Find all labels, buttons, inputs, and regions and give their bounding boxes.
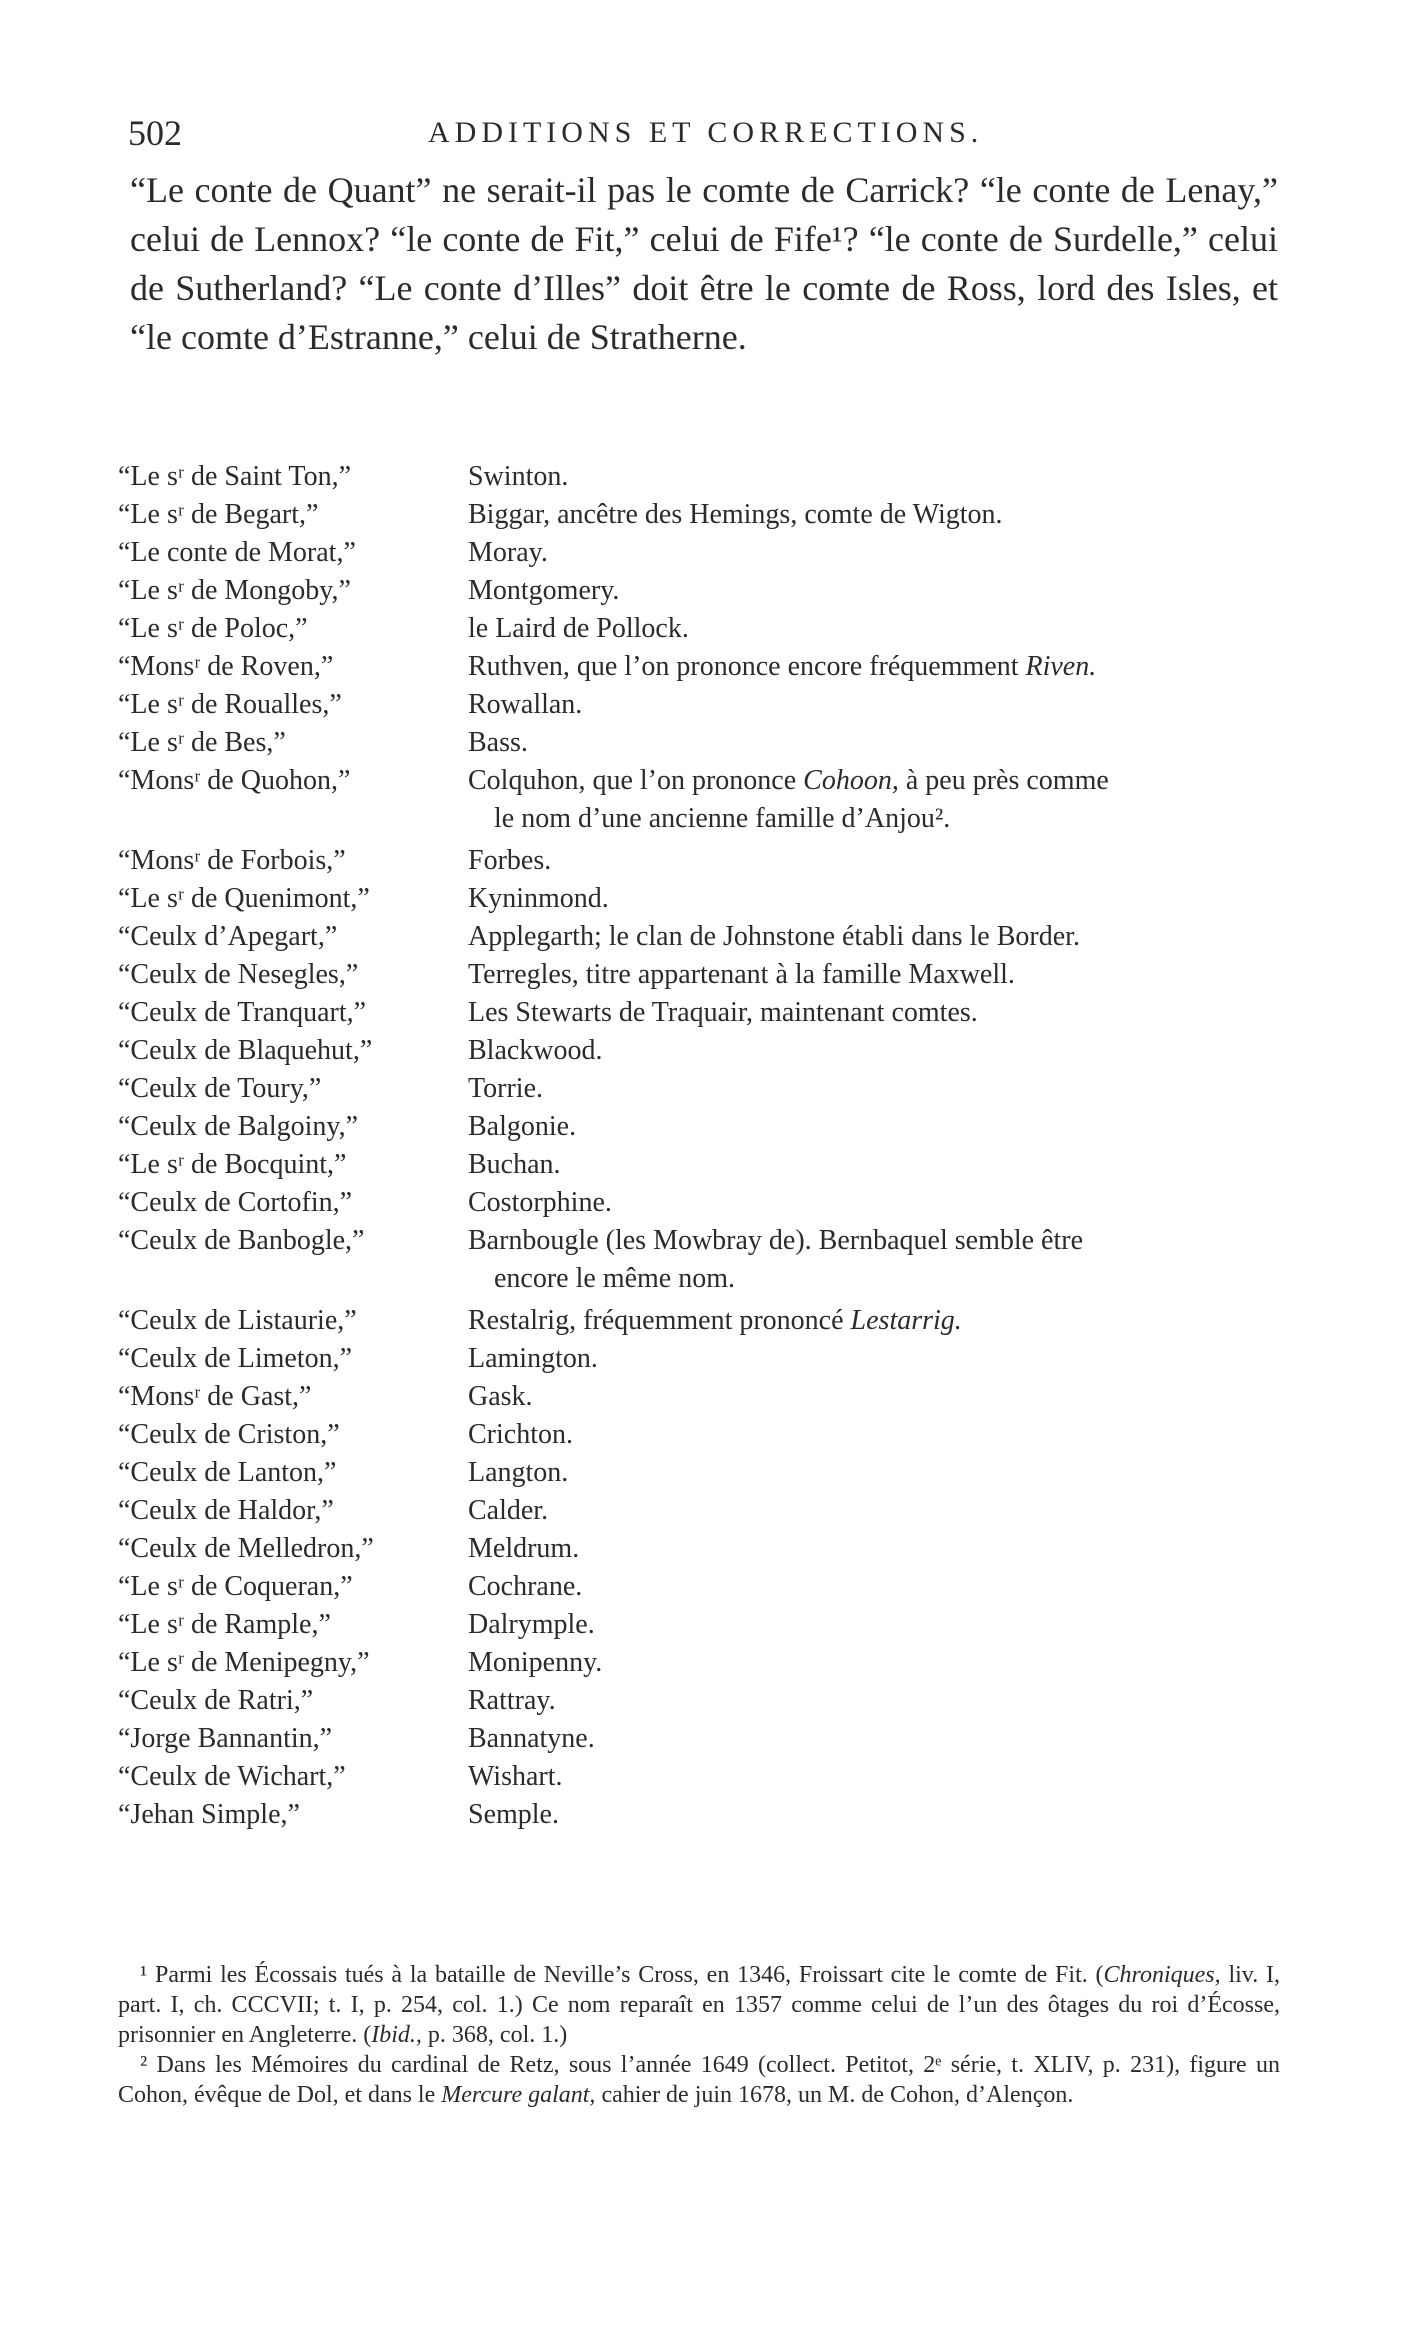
old-name: “Monsʳ de Quohon,”: [118, 765, 351, 796]
modern-name-text: Montgomery.: [468, 575, 620, 606]
list-item: [118, 762, 1288, 838]
footnote-2-text: ² Dans les Mémoires du cardinal de Retz, sous l’année 1649 (collect. Petitot, 2ᵉ série, t. XLIV, p. 231), figure un Cohon, évêque de Dol, et dans le: [118, 2052, 1280, 2108]
old-name: “Ceulx de Limeton,”: [118, 1343, 353, 1374]
modern-name-text: Ruthven, que l’on prononce encore fréquemment: [468, 651, 1019, 682]
list-item: [118, 1222, 1288, 1298]
modern-name: [468, 458, 1288, 496]
old-name: “Le sʳ de Saint Ton,”: [118, 461, 351, 492]
modern-name: [468, 1796, 1288, 1834]
modern-name-text: Meldrum.: [468, 1533, 580, 1564]
modern-name: [468, 1758, 1288, 1796]
modern-name: [468, 686, 1288, 724]
list-item: [118, 880, 1288, 918]
modern-name-text: Dalrymple.: [468, 1609, 595, 1640]
modern-name: [468, 648, 1288, 686]
footnote-2-title: Mercure galant,: [441, 2082, 596, 2108]
list-item: [118, 1146, 1288, 1184]
modern-name-text: Blackwood.: [468, 1035, 603, 1066]
list-item: [118, 686, 1288, 724]
modern-name-text: Crichton.: [468, 1419, 573, 1450]
modern-name-text: Buchan.: [468, 1149, 561, 1180]
modern-name-italic: Cohoon,: [803, 765, 899, 796]
old-name: “Ceulx de Nesegles,”: [118, 959, 359, 990]
list-item: [118, 1302, 1288, 1340]
old-name: “Ceulx de Cortofin,”: [118, 1187, 353, 1218]
modern-name-italic: Lestarrig.: [850, 1305, 962, 1336]
list-item: [118, 724, 1288, 762]
old-name: “Jorge Bannantin,”: [118, 1723, 333, 1754]
name-list: [118, 458, 1288, 1834]
old-name: “Monsʳ de Roven,”: [118, 651, 334, 682]
modern-name-text: Semple.: [468, 1799, 559, 1830]
list-item: [118, 1184, 1288, 1222]
modern-name-text: Cochrane.: [468, 1571, 583, 1602]
modern-name: [468, 762, 1288, 838]
modern-name-text: Gask.: [468, 1381, 533, 1412]
list-item: [118, 534, 1288, 572]
footnote-2: [118, 2050, 1280, 2110]
list-item: [118, 956, 1288, 994]
list-item: [118, 1606, 1288, 1644]
running-title: ADDITIONS ET CORRECTIONS.: [428, 116, 984, 149]
page-number: 502: [128, 113, 182, 153]
modern-name-text: Moray.: [468, 537, 548, 568]
intro-text: “Le conte de Quant” ne serait-il pas le comte de Carrick? “le conte de Lenay,” celui de Lennox? “le conte de Fit,” celui de Fife¹? “le conte de Surdelle,” celui de Sutherland? “Le conte d’Illes” doit être le comte de Ross, lord des Isles, et “le comte d’Estranne,” celui de Stratherne.: [130, 170, 1278, 357]
list-item: [118, 842, 1288, 880]
modern-name: [468, 1108, 1288, 1146]
modern-name-text: Lamington.: [468, 1343, 598, 1374]
modern-name: [468, 1492, 1288, 1530]
list-item: [118, 458, 1288, 496]
modern-name-text: Calder.: [468, 1495, 549, 1526]
old-name: “Monsʳ de Gast,”: [118, 1381, 312, 1412]
modern-name-text: Applegarth; le clan de Johnstone établi dans le Border.: [468, 921, 1080, 952]
modern-name: [468, 1070, 1288, 1108]
modern-name: [468, 1340, 1288, 1378]
modern-name-line2: le nom d’une ancienne famille d’Anjou².: [494, 803, 951, 834]
modern-name-text: Monipenny.: [468, 1647, 603, 1678]
list-item: [118, 496, 1288, 534]
list-item: [118, 1682, 1288, 1720]
intro-paragraph: [130, 166, 1278, 362]
modern-name: [468, 1720, 1288, 1758]
modern-name-italic: Riven.: [1025, 651, 1097, 682]
modern-name-text: Swinton.: [468, 461, 569, 492]
modern-name: [468, 1146, 1288, 1184]
list-item: [118, 1070, 1288, 1108]
modern-name: [468, 610, 1288, 648]
old-name: “Le sʳ de Rample,”: [118, 1609, 331, 1640]
modern-name-text: Colquhon, que l’on prononce: [468, 765, 797, 796]
modern-name-text: Wishart.: [468, 1761, 563, 1792]
modern-name-line2: encore le même nom.: [494, 1263, 736, 1294]
modern-name-text: Rowallan.: [468, 689, 583, 720]
modern-name: [468, 1302, 1288, 1340]
modern-name: [468, 1644, 1288, 1682]
footnote-1-text-end: p. 368, col. 1.): [427, 2022, 568, 2048]
modern-name-text: Costorphine.: [468, 1187, 612, 1218]
modern-name-text: Barnbougle (les Mowbray de). Bernbaquel semble être: [468, 1225, 1084, 1256]
old-name: “Le sʳ de Bes,”: [118, 727, 286, 758]
modern-name: [468, 918, 1288, 956]
modern-name: [468, 1378, 1288, 1416]
modern-name-text: Kyninmond.: [468, 883, 609, 914]
old-name: “Ceulx de Lanton,”: [118, 1457, 337, 1488]
old-name: “Ceulx de Tranquart,”: [118, 997, 367, 1028]
modern-name: [468, 880, 1288, 918]
list-item: [118, 918, 1288, 956]
modern-name: [468, 1184, 1288, 1222]
modern-name: [468, 1530, 1288, 1568]
old-name: “Le sʳ de Bocquint,”: [118, 1149, 347, 1180]
modern-name: [468, 842, 1288, 880]
modern-name-text: Les Stewarts de Traquair, maintenant comtes.: [468, 997, 978, 1028]
modern-name-text: Balgonie.: [468, 1111, 577, 1142]
old-name: “Ceulx de Ratri,”: [118, 1685, 314, 1716]
old-name: “Le sʳ de Mongoby,”: [118, 575, 351, 606]
list-item: [118, 648, 1288, 686]
page-header: [128, 112, 1278, 162]
modern-name-text: Bass.: [468, 727, 528, 758]
modern-name-text: Torrie.: [468, 1073, 544, 1104]
modern-name-text: le Laird de Pollock.: [468, 613, 689, 644]
old-name: “Ceulx de Balgoiny,”: [118, 1111, 359, 1142]
modern-name-cont: à peu près comme: [905, 765, 1109, 796]
old-name: “Ceulx de Toury,”: [118, 1073, 322, 1104]
list-item: [118, 1108, 1288, 1146]
old-name: “Jehan Simple,”: [118, 1799, 300, 1830]
footnotes: [118, 1960, 1280, 2110]
old-name: “Ceulx de Banbogle,”: [118, 1225, 365, 1256]
modern-name: [468, 572, 1288, 610]
old-name: “Le conte de Morat,”: [118, 537, 356, 568]
old-name: “Le sʳ de Coqueran,”: [118, 1571, 353, 1602]
footnote-1-text: ¹ Parmi les Écossais tués à la bataille de Neville’s Cross, en 1346, Froissart cite le comte de Fit. (: [140, 1962, 1104, 1988]
footnote-1-title: Chroniques,: [1103, 1962, 1221, 1988]
modern-name-text: Rattray.: [468, 1685, 556, 1716]
list-item: [118, 1416, 1288, 1454]
modern-name: [468, 1682, 1288, 1720]
footnote-1-ibid: Ibid.,: [371, 2022, 422, 2048]
list-item: [118, 610, 1288, 648]
old-name: “Ceulx de Haldor,”: [118, 1495, 334, 1526]
list-item: [118, 1032, 1288, 1070]
old-name: “Le sʳ de Menipegny,”: [118, 1647, 370, 1678]
old-name: “Ceulx de Listaurie,”: [118, 1305, 357, 1336]
list-item: [118, 572, 1288, 610]
modern-name-text: Langton.: [468, 1457, 569, 1488]
old-name: “Le sʳ de Poloc,”: [118, 613, 308, 644]
modern-name: [468, 1222, 1288, 1298]
modern-name-text: Terregles, titre appartenant à la famille Maxwell.: [468, 959, 1015, 990]
list-item: [118, 1568, 1288, 1606]
list-item: [118, 1378, 1288, 1416]
modern-name: [468, 724, 1288, 762]
list-item: [118, 1758, 1288, 1796]
modern-name: [468, 1416, 1288, 1454]
modern-name: [468, 1606, 1288, 1644]
old-name: “Ceulx d’Apegart,”: [118, 921, 338, 952]
old-name: “Monsʳ de Forbois,”: [118, 845, 346, 876]
old-name: “Ceulx de Criston,”: [118, 1419, 340, 1450]
list-item: [118, 1530, 1288, 1568]
list-item: [118, 994, 1288, 1032]
old-name: “Ceulx de Blaquehut,”: [118, 1035, 373, 1066]
footnote-1-text-cont: liv. I, part. I, ch. CCCVII; t. I, p. 254, col. 1.) Ce nom reparaît en 1357 comme celui de l’un des ôtages du roi d’Écosse, prisonnier en Angleterre. (: [118, 1962, 1281, 2048]
modern-name: [468, 534, 1288, 572]
list-item: [118, 1454, 1288, 1492]
list-item: [118, 1644, 1288, 1682]
modern-name: [468, 1032, 1288, 1070]
list-item: [118, 1492, 1288, 1530]
old-name: “Le sʳ de Roualles,”: [118, 689, 342, 720]
old-name: “Le sʳ de Begart,”: [118, 499, 319, 530]
modern-name: [468, 496, 1288, 534]
list-item: [118, 1720, 1288, 1758]
old-name: “Ceulx de Wichart,”: [118, 1761, 346, 1792]
list-item: [118, 1340, 1288, 1378]
modern-name: [468, 1568, 1288, 1606]
modern-name-text: Forbes.: [468, 845, 552, 876]
old-name: “Ceulx de Melledron,”: [118, 1533, 374, 1564]
modern-name-text: Bannatyne.: [468, 1723, 595, 1754]
old-name: “Le sʳ de Quenimont,”: [118, 883, 370, 914]
footnote-1: [118, 1960, 1280, 2050]
modern-name-text: Biggar, ancêtre des Hemings, comte de Wigton.: [468, 499, 1003, 530]
modern-name: [468, 994, 1288, 1032]
footnote-2-text-end: cahier de juin 1678, un M. de Cohon, d’Alençon.: [601, 2082, 1074, 2108]
modern-name-text: Restalrig, fréquemment prononcé: [468, 1305, 844, 1336]
modern-name: [468, 1454, 1288, 1492]
list-item: [118, 1796, 1288, 1834]
modern-name: [468, 956, 1288, 994]
